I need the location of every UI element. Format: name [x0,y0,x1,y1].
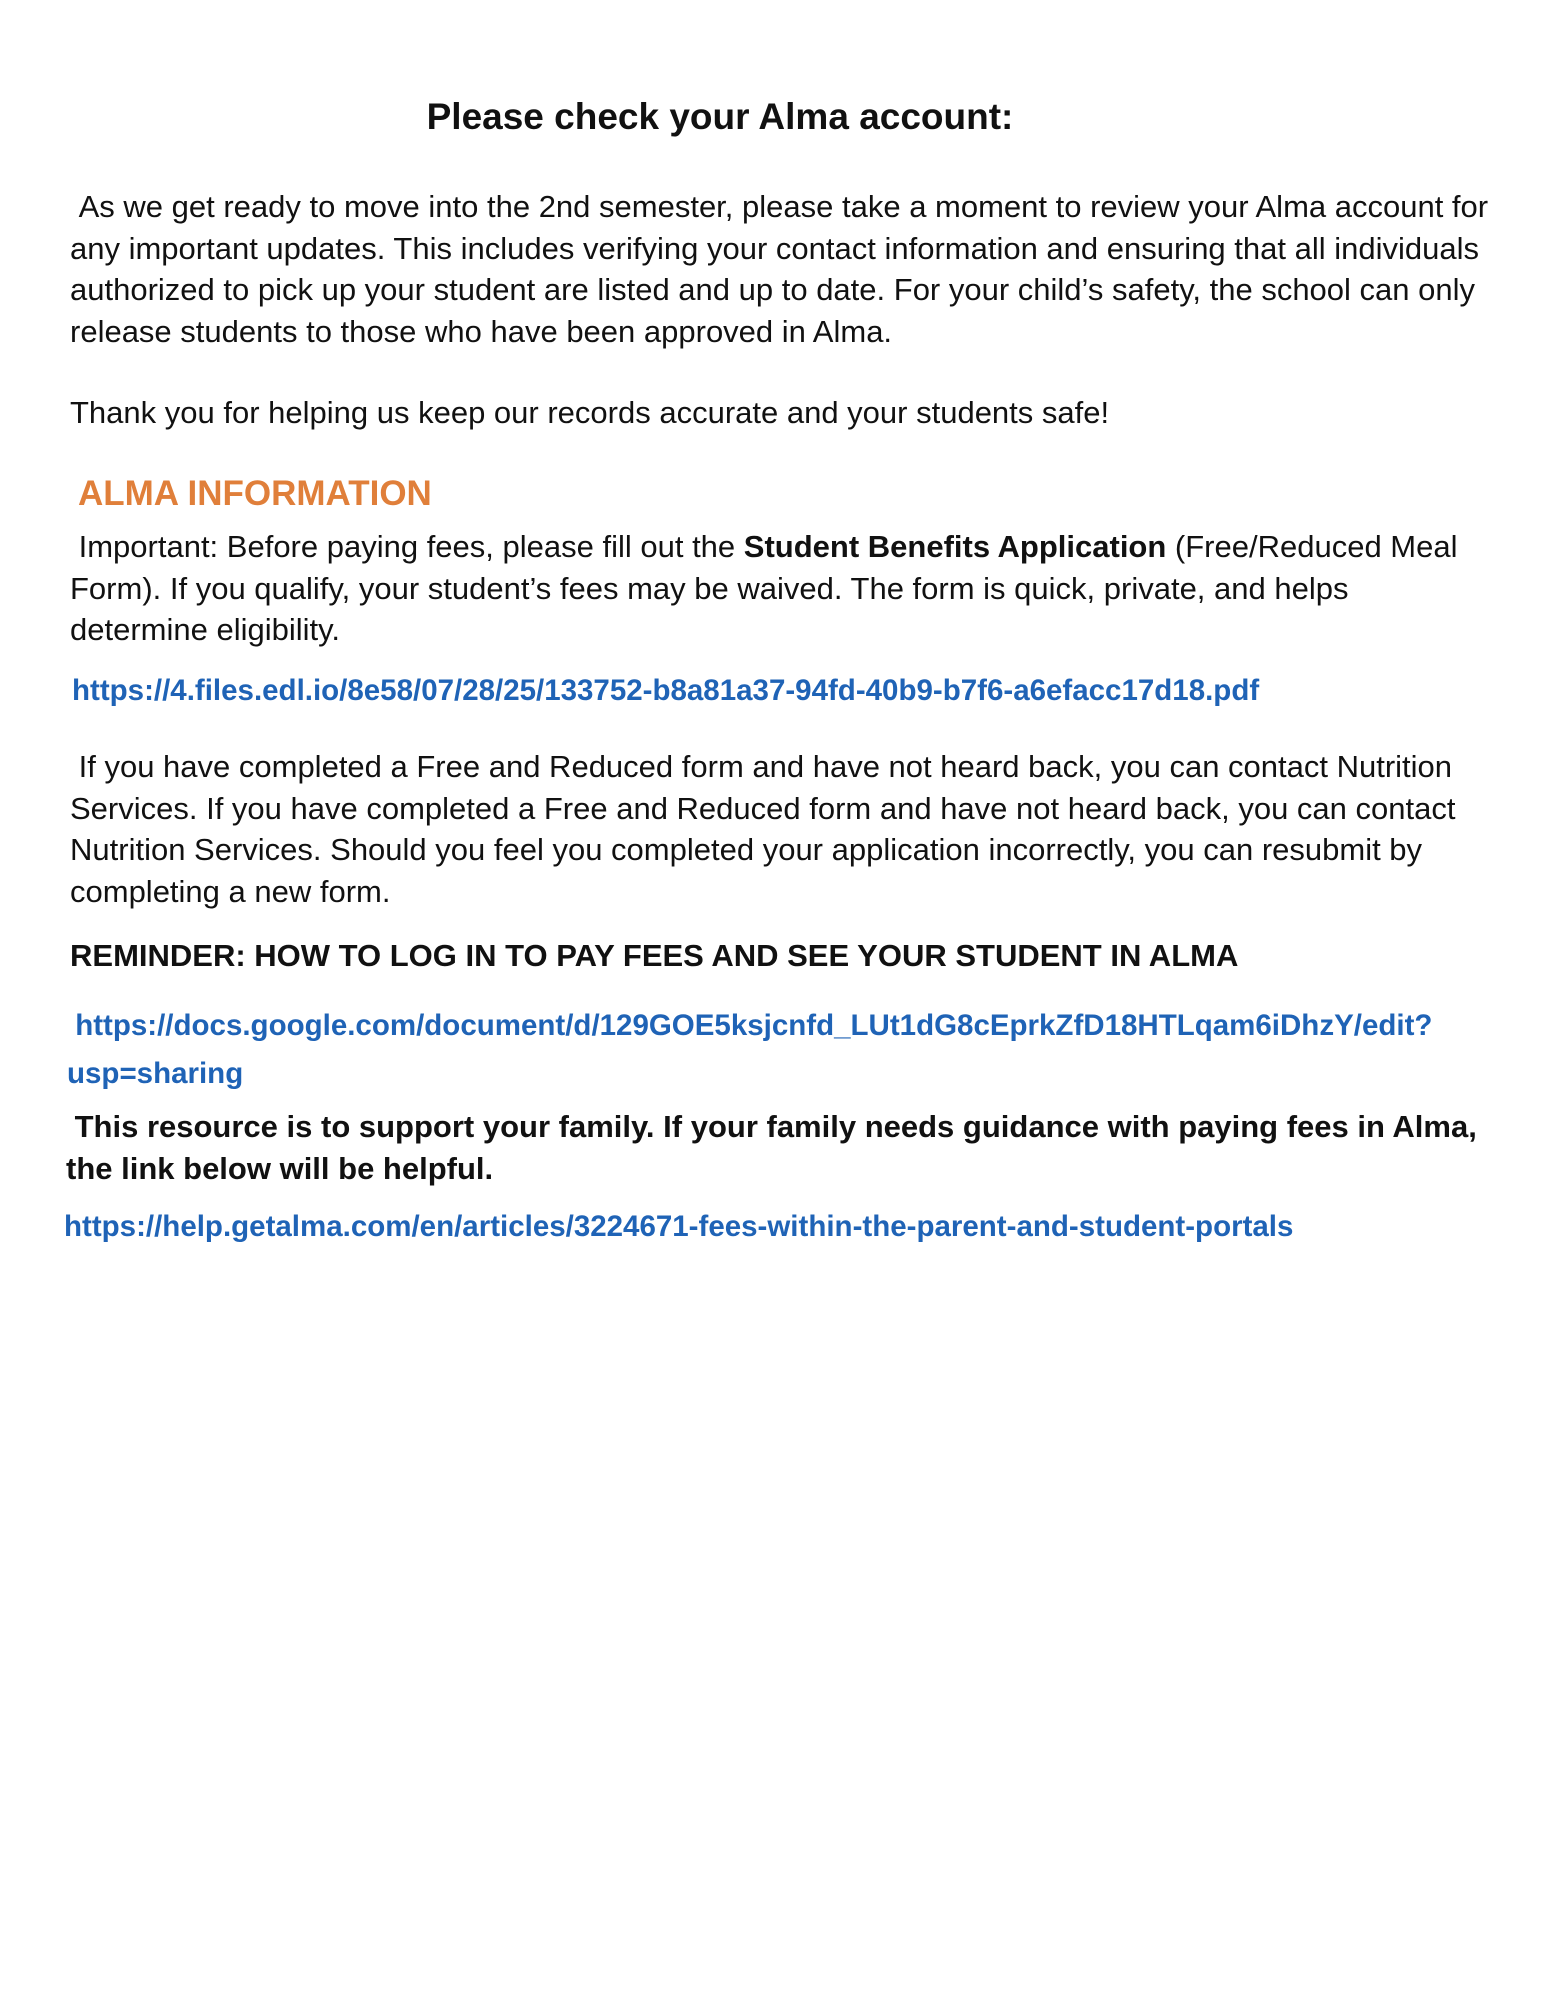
login-guide-link-line1: https://docs.google.com/document/d/129GOE5ksjcnfd_LUt1dG8cEprkZfD18HTLqam6iDhzY/edit? [67,1009,1433,1042]
login-guide-link[interactable] [67,1002,1545,1098]
intro-paragraph: As we get ready to move into the 2nd semester, please take a moment to review your Alma account for any important updates. This includes verifying your contact information and ensuring that all individuals authorized to pick up your student are listed and up to date. For your child’s safety, the school can only release students to those who have been approved in Alma. [70,189,1489,349]
important-suffix: (Free/Reduced Meal Form). If you qualify, your student’s fees may be waived. The form is quick, private, and helps determine eligibility. [70,529,1458,647]
login-guide-link-line2: usp=sharing [67,1057,244,1090]
resource-paragraph: This resource is to support your family. If your family needs guidance with paying fees in Alma, the link below will be helpful. [66,1109,1477,1186]
reminder-heading: REMINDER: HOW TO LOG IN TO PAY FEES AND SEE YOUR STUDENT IN ALMA [70,938,1239,973]
nutrition-services-paragraph: If you have completed a Free and Reduced form and have not heard back, you can contact Nutrition Services. If you have completed a Free and Reduced form and have not heard back, you can contact Nutrition Services. Should you feel you completed your application incorrectly, you can resubmit by completing a new form. [70,749,1456,909]
page-title: Please check your Alma account: [426,96,1014,137]
alma-information-heading: ALMA INFORMATION [78,474,432,513]
benefits-application-link[interactable]: https://4.files.edl.io/8e58/07/28/25/133752-b8a81a37-94fd-40b9-b7f6-a6efacc17d18.pdf [72,674,1260,707]
thanks-paragraph: Thank you for helping us keep our records accurate and your students safe! [70,395,1110,430]
student-benefits-application-label: Student Benefits Application [743,529,1167,564]
important-prefix: Important: Before paying fees, please fill out the [70,529,744,564]
fees-help-link[interactable]: https://help.getalma.com/en/articles/3224671-fees-within-the-parent-and-student-portals [64,1210,1294,1243]
important-paragraph [70,526,1490,651]
